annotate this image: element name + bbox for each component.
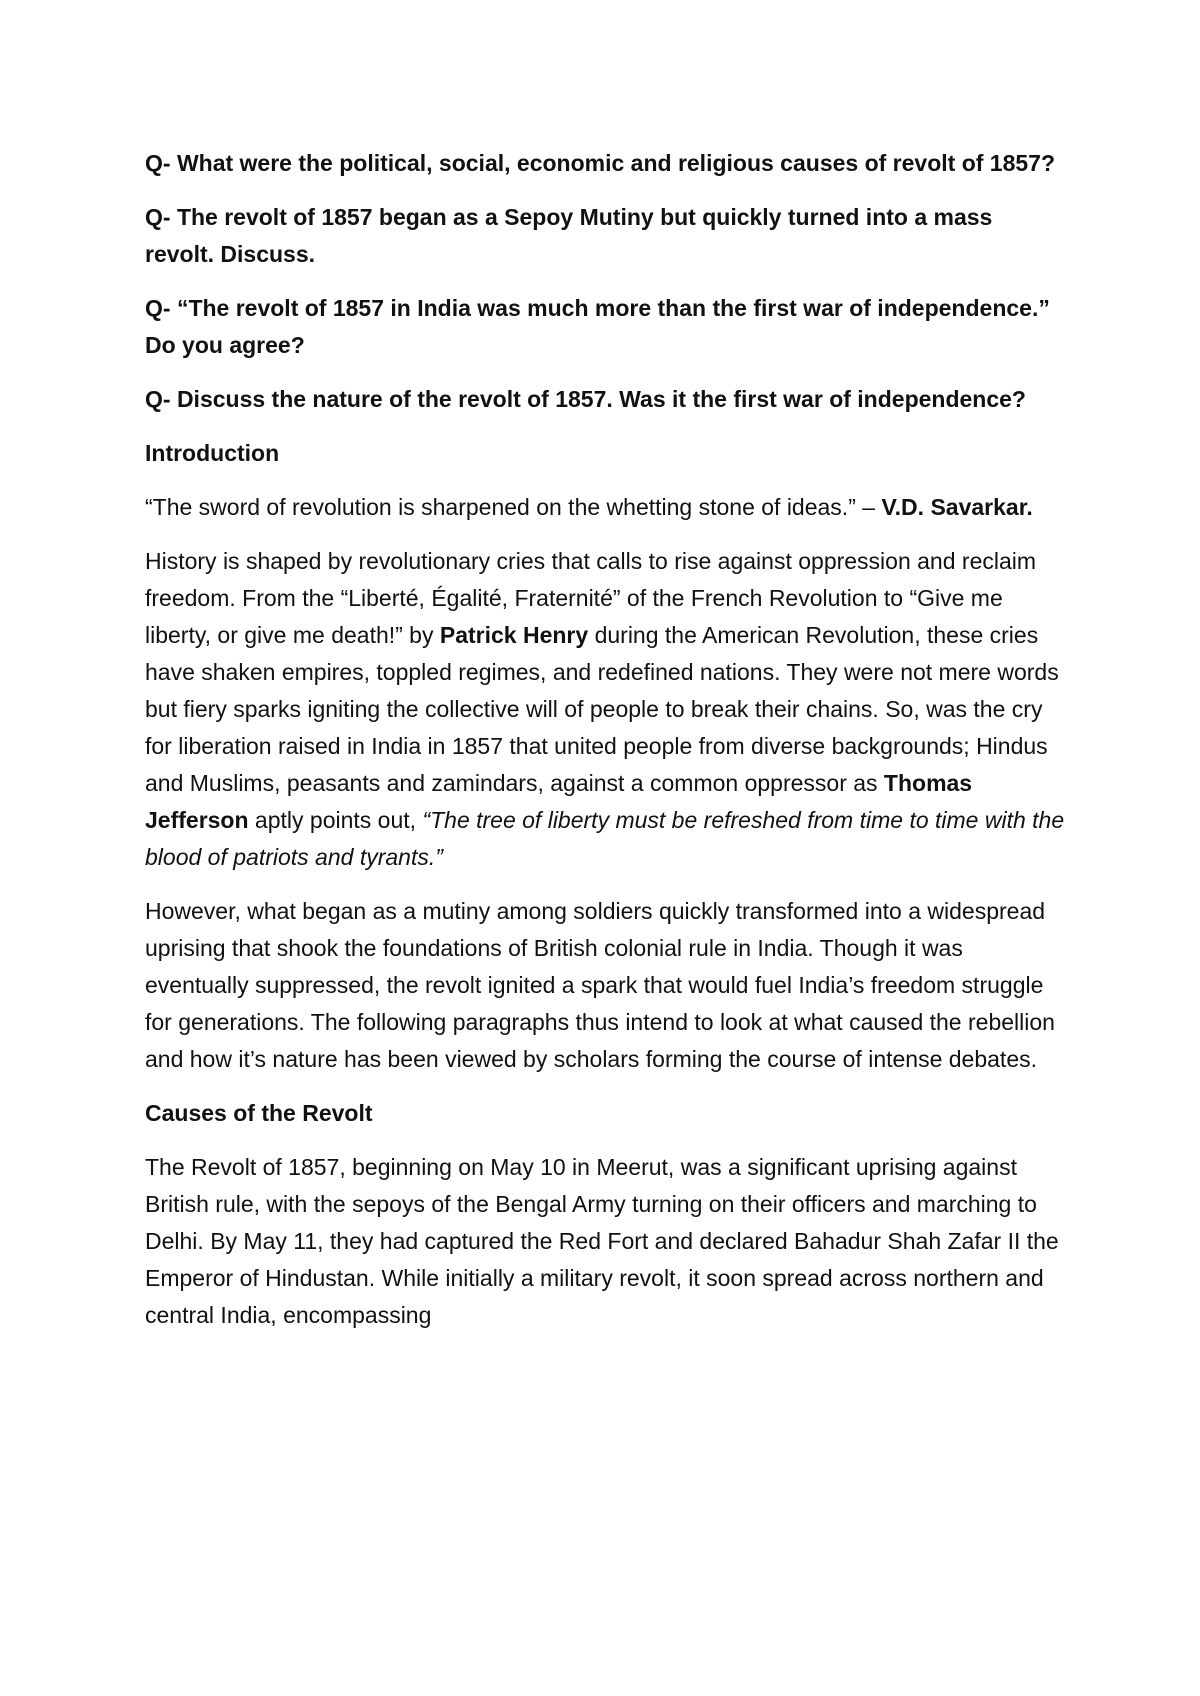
intro-p1-part-c: during the American Revolution, these cries have shaken empires, toppled regimes, and redefined nations. They were not mere words but fiery sparks igniting the collective will of people to break their chains. So, was the cry for liberation raised in India in 1857 that united people from diverse backgrounds; Hindus and Muslims, peasants and zamindars, against a common oppressor as [145, 622, 1059, 796]
causes-paragraph-1: The Revolt of 1857, beginning on May 10 in Meerut, was a significant uprising against British rule, with the sepoys of the Bengal Army turning on their officers and marching to Delhi. By May 11, they had captured the Red Fort and declared Bahadur Shah Zafar II the Emperor of Hindustan. While initially a military revolt, it soon spread across northern and central India, encompassing [145, 1154, 1059, 1328]
patrick-henry-name: Patrick Henry [439, 622, 589, 648]
intro-paragraph-2: However, what began as a mutiny among soldiers quickly transformed into a widespread uprising that shook the foundations of British colonial rule in India. Though it was eventually suppressed, the revolt ignited a spark that would fuel India’s freedom struggle for generations. The following paragraphs thus intend to look at what caused the rebellion and how it’s nature has been viewed by scholars forming the course of intense debates. [145, 898, 1055, 1072]
savarkar-quote [145, 489, 1065, 526]
intro-paragraph-1 [145, 543, 1065, 876]
intro-p1-part-a: History is shaped by revolutionary cries that calls to rise against oppression and reclaim freedom. From the “Liberté, Égalité, Fraternité” of the French Revolution to “Give me liberty, or give me death!” by [145, 548, 1037, 648]
document-page [145, 145, 1065, 1351]
intro-p1-part-e: aptly points out, [248, 807, 423, 833]
thomas-jefferson-name: Thomas Jefferson [145, 770, 973, 833]
quote-author: V.D. Savarkar. [881, 494, 1033, 520]
introduction-heading: Introduction [145, 440, 280, 466]
question-3: Q- “The revolt of 1857 in India was much more than the first war of independence.” Do you agree? [145, 295, 1050, 358]
quote-text: “The sword of revolution is sharpened on the whetting stone of ideas.” – [145, 494, 882, 520]
jefferson-quote: “The tree of liberty must be refreshed from time to time with the blood of patriots and tyrants.” [145, 807, 1065, 870]
question-2: Q- The revolt of 1857 began as a Sepoy Mutiny but quickly turned into a mass revolt. Discuss. [145, 204, 993, 267]
causes-heading: Causes of the Revolt [145, 1100, 373, 1126]
question-4: Q- Discuss the nature of the revolt of 1857. Was it the first war of independence? [145, 386, 1026, 412]
question-1: Q- What were the political, social, economic and religious causes of revolt of 1857? [145, 150, 1056, 176]
